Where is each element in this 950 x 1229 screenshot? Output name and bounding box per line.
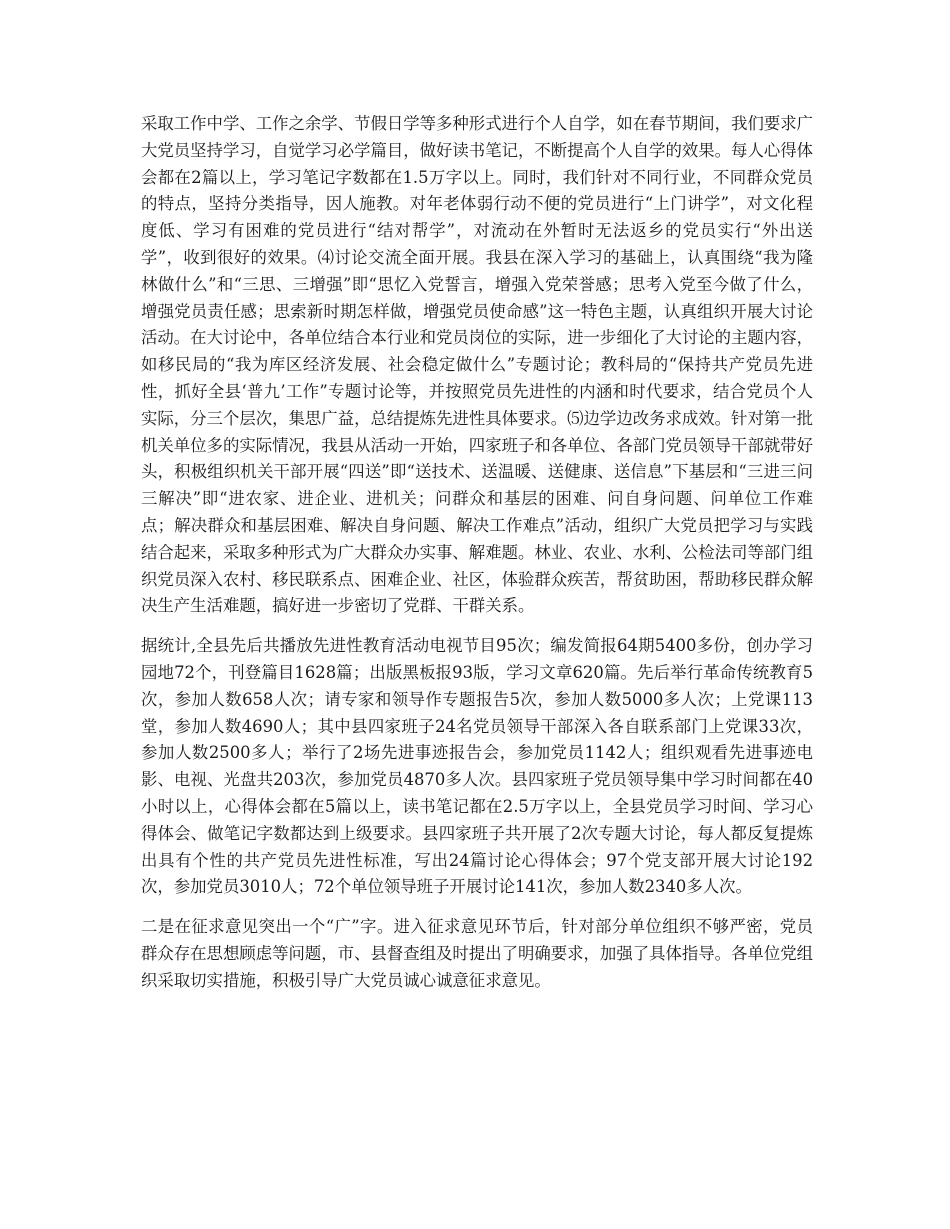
- paragraph-study-and-discussion: 采取工作中学、工作之余学、节假日学等多种形式进行个人自学，如在春节期间，我们要求广大党员坚持学习，自觉学习必学篇目，做好读书笔记，不断提高个人自学的效果。每人心得体会都在2篇以上，学习笔记字数都在1.5万字以上。同时，我们针对不同行业，不同群众党员的特点，坚持分类指导，因人施教。对年老体弱行动不便的党员进行“上门讲学”，对文化程度低、学习有困难的党员进行“结对帮学”，对流动在外暂时无法返乡的党员实行“外出送学”，收到很好的效果。⑷讨论交流全面开展。我县在深入学习的基础上，认真围绕“我为隆林做什么”和“三思、三增强”即“思忆入党誓言，增强入党荣誉感；思考入党至今做了什么，增强党员责任感；思索新时期怎样做，增强党员使命感”这一特色主题，认真组织开展大讨论活动。在大讨论中，各单位结合本行业和党员岗位的实际，进一步细化了大讨论的主题内容，如移民局的“我为库区经济发展、社会稳定做什么”专题讨论；教科局的“保持共产党员先进性，抓好全县‘普九’工作”专题讨论等，并按照党员先进性的内涵和时代要求，结合党员个人实际，分三个层次，集思广益，总结提炼先进性具体要求。⑸边学边改务求成效。针对第一批机关单位多的实际情况，我县从活动一开始，四家班子和各单位、各部门党员领导干部就带好头，积极组织机关干部开展“四送”即“送技术、送温暖、送健康、送信息”下基层和“三进三问三解决”即“进农家、进企业、进机关；问群众和基层的困难、问自身问题、问单位工作难点；解决群众和基层困难、解决自身问题、解决工作难点”活动，组织广大党员把学习与实践结合起来，采取多种形式为广大群众办实事、解难题。林业、农业、水利、公检法司等部门组织党员深入农村、移民联系点、困难企业、社区，体验群众疾苦，帮贫助困，帮助移民群众解决生产生活难题，搞好进一步密切了党群、干群关系。: [141, 114, 814, 616]
- paragraph-soliciting-opinions: 二是在征求意见突出一个“广”字。进入征求意见环节后，针对部分单位组织不够严密，党员群众存在思想顾虑等问题，市、县督查组及时提出了明确要求，加强了具体指导。各单位党组织采取切实措施，积极引导广大党员诚心诚意征求意见。: [141, 917, 814, 990]
- document-body: [141, 111, 813, 1008]
- paragraph-statistics: 据统计,全县先后共播放先进性教育活动电视节目95次；编发简报64期5400多份，创办学习园地72个，刊登篇目1628篇；出版黑板报93版，学习文章620篇。先后举行革命传统教育5次，参加人数658人次；请专家和领导作专题报告5次，参加人数5000多人次；上党课113堂，参加人数4690人；其中县四家班子24名党员领导干部深入各自联系部门上党课33次，参加人数2500多人；举行了2场先进事迹报告会，参加党员1142人；组织观看先进事迹电影、电视、光盘共203次，参加党员4870多人次。县四家班子党员领导集中学习时间都在40小时以上，心得体会都在5篇以上，读书笔记都在2.5万字以上，全县党员学习时间、学习心得体会、做笔记字数都达到上级要求。县四家班子共开展了2次专题大讨论，每人都反复提炼出具有个性的共产党员先进性标准，写出24篇讨论心得体会；97个党支部开展大讨论192次，参加党员3010人；72个单位领导班子开展讨论141次，参加人数2340多人次。: [141, 636, 813, 897]
